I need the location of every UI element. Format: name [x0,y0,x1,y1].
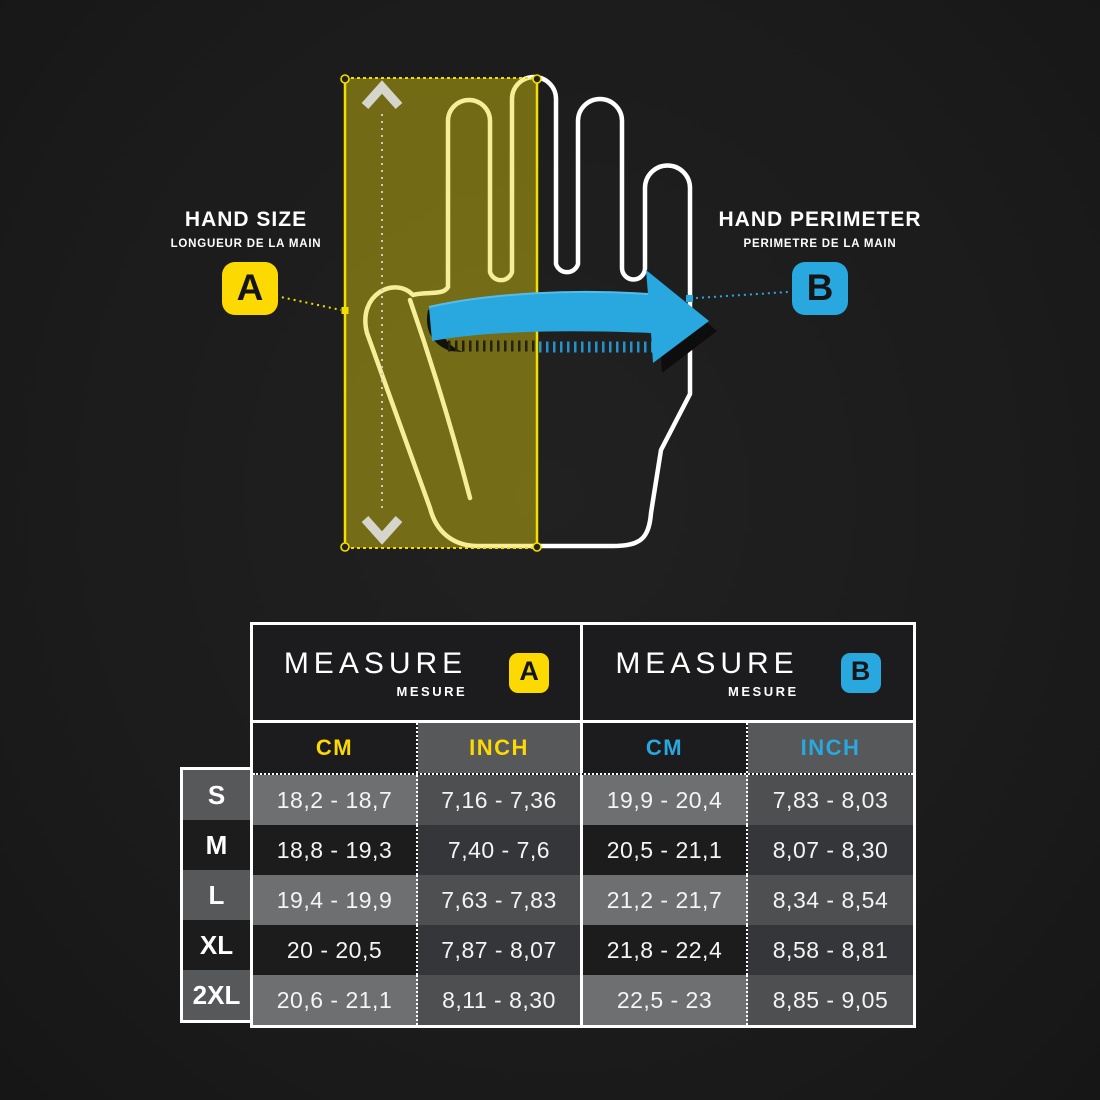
table-row [253,975,913,1025]
measure-a-title: MEASURE [283,646,468,680]
cell-b-cm: 21,8 - 22,4 [583,925,748,975]
measure-a-subtitle: MESURE [396,683,468,699]
cell-b-inch: 8,07 - 8,30 [748,825,913,875]
hand-size-title: HAND SIZE [184,208,308,231]
cell-b-cm: 21,2 - 21,7 [583,875,748,925]
cell-a-cm: 19,4 - 19,9 [253,875,418,925]
size-label: L [183,870,250,920]
measure-a-header-badge: A [509,653,549,693]
connector-a-line [276,296,341,310]
size-label: S [183,770,250,820]
unit-header-cm-b: CM [583,723,748,773]
cell-a-cm: 18,2 - 18,7 [253,775,418,825]
measure-a-badge: A [222,262,278,315]
table-group-header [253,625,913,720]
cell-b-inch: 7,83 - 8,03 [748,775,913,825]
table-row [253,825,913,875]
size-label: M [183,820,250,870]
cell-a-inch: 8,11 - 8,30 [418,975,583,1025]
size-label: XL [183,920,250,970]
unit-header-inch-b: INCH [748,723,913,773]
cell-b-inch: 8,58 - 8,81 [748,925,913,975]
hand-size-label [140,208,352,250]
measure-b-subtitle: MESURE [728,683,799,699]
connector-b [686,292,788,302]
cell-a-inch: 7,40 - 7,6 [418,825,583,875]
cell-a-inch: 7,16 - 7,36 [418,775,583,825]
cell-a-inch: 7,63 - 7,83 [418,875,583,925]
unit-header-cm-a: CM [253,723,418,773]
hand-size-subtitle: LONGUEUR DE LA MAIN [170,238,322,250]
measure-b-badge: B [792,262,848,315]
cell-b-cm: 20,5 - 21,1 [583,825,748,875]
cell-b-inch: 8,85 - 9,05 [748,975,913,1025]
measure-b-header [583,625,913,720]
cell-b-inch: 8,34 - 8,54 [748,875,913,925]
hand-perimeter-subtitle: PERIMETRE DE LA MAIN [743,238,897,250]
measure-b-title: MEASURE [615,646,799,680]
size-label-column [180,767,250,1023]
unit-header-inch-a: INCH [418,723,583,773]
cell-a-inch: 7,87 - 8,07 [418,925,583,975]
hand-perimeter-title: HAND PERIMETER [718,208,922,231]
hand-perimeter-label [700,208,940,250]
overlay-left-anchor [342,307,349,314]
unit-header-row [253,720,913,775]
measure-b-header-badge: B [841,653,881,693]
measurement-table [250,622,916,1028]
table-row [253,775,913,825]
cell-a-cm: 18,8 - 19,3 [253,825,418,875]
cell-a-cm: 20,6 - 21,1 [253,975,418,1025]
table-row [253,875,913,925]
size-label: 2XL [183,970,250,1020]
cell-b-cm: 19,9 - 20,4 [583,775,748,825]
measure-a-header [253,625,583,720]
table-row [253,925,913,975]
cell-a-cm: 20 - 20,5 [253,925,418,975]
cell-b-cm: 22,5 - 23 [583,975,748,1025]
